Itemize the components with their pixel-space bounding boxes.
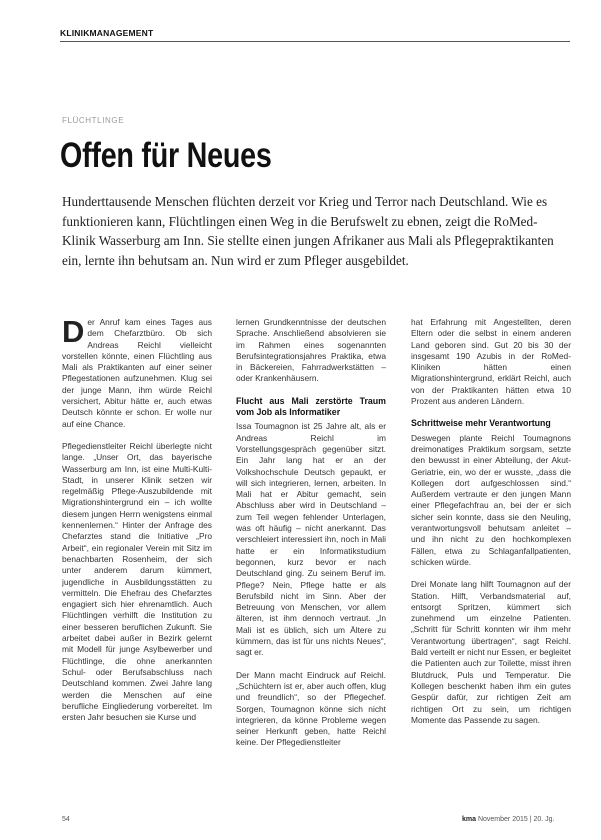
text-column-3 [411, 317, 571, 726]
journal-name: kma [462, 816, 477, 823]
subheading: Schrittweise mehr Verantwortung [411, 418, 551, 429]
paragraph: lernen Grundkenntnisse der deutschen Sprache. Anschließend absolvieren sie im Rahmen eines sogenannten Berufsintegrationsjahres Praktika, etwa in Bäckereien, Fahrradwerkstätten – oder Krankenhäusern. [236, 317, 386, 384]
article-lead: Hunderttausende Menschen flüchten derzeit vor Krieg und Terror nach Deutschland. Wie es funktionieren kann, Flüchtlingen einen Weg in die Berufswelt zu ebnen, zeigt die RoMed-Klinik Wasserburg am Inn. Sie stellte einen jungen Afrikaner aus Mali als Pflegepraktikanten ein, lernte ihn behutsam an. Nun wird er zum Pfleger ausgebildet. [62, 194, 554, 268]
article-kicker: FLÜCHTLINGE [62, 116, 125, 125]
text-column-2 [236, 317, 386, 749]
journal-footer [462, 816, 555, 823]
paragraph: Issa Toumagnon ist 25 Jahre alt, als er Andreas Reichl im Vorstellungsgespräch gegenüber sitzt. Ein Jahr lang hat er an der Volkshochschule Deutsch gepaukt, er will sich integrieren, lernen, arbeiten. In Mali hat er Abitur gemacht, sein Abschluss aber wird in Deutschland – zum Teil wegen fehlender Unterlagen, was oft häufig – nicht anerkannt. Das verschleiert interessiert ihn, noch in Mali hatte er ein Informatikstudium begonnen, kurz bevor er nach Deutschland ging. Zu seinem Beruf im. Pflege? Nein, Pflege hatte er als Berufsbild nicht im Sinn. Aber der Betreuung von Menschen, vor allem älteren, ist ihm dennoch vertraut. „In Mali ist es üblich, sich um Ältere zu kümmern, das ist für uns nichts Neues“, sagt er. [236, 421, 386, 658]
paragraph: Deswegen plante Reichl Toumagnons dreimonatiges Praktikum sorgsam, setzte den bewusst in einer Abteilung, der Akut-Geriatrie, ein, wo der er wusste, „dass die Kollegen dort aufgeschlossen sind.“ Außerdem vertraute er den jungen Mann einer Pflegefachfrau an, bei der er sich sicher sein konnte, dass sie den Neuling, verantwortungsvoll behutsam anleitet – und ihn nicht zu den hochkomplexen Fällen, etwa zu Schlaganfallpatienten, schicken würde. [411, 432, 571, 567]
header-divider [60, 41, 570, 42]
paragraph: Drei Monate lang hilft Toumagnon auf der Station. Hilft, Verbandsmaterial auf, entsorgt Spritzen, kümmert sich zunehmend um einzelne Patienten. „Schritt für Schritt konnten wir ihm mehr Verantwortung übertragen“, sagt Reichl. Bald verteilt er nicht nur Essen, er begleitet die Patienten auch zur Toilette, misst ihren Blutdruck, Puls und Temperatur. Die Kollegen beschenkt haben ihm ein gutes Gespür dafür, zur richtigen Zeit am richtigen Ort zu sein, um richtigen Momente das Passende zu sagen. [411, 579, 571, 725]
drop-cap: D [62, 314, 85, 349]
paragraph [62, 314, 212, 430]
text-column-1 [62, 314, 212, 723]
subheading: Flucht aus Mali zerstörte Traum vom Job als Informatiker [236, 395, 386, 418]
paragraph: Der Mann macht Eindruck auf Reichl. „Schüchtern ist er, aber auch offen, klug und freundlich“, so der Pflegechef. Sorgen, Toumagnon könne sich nicht integrieren, da könne Probleme wegen seiner Herkunft geben, hatte Reichl keine. Der Pflegedienstleiter [236, 669, 386, 748]
paragraph: Pflegedienstleiter Reichl überlegte nicht lange. „Unser Ort, das bayerische Wasserburg am Inn, ist eine Multi-Kulti-Stadt, in unserer Klinik setzen wir regelmäßig Pflege-Auszubildende mit Migrationshintergrund ein – ich wollte diesem jungen Herrn wenigstens einmal kennenlernen.“ Hinter der Anfrage des Chefarztes stand die Initiative „Pro Arbeit“, ein regionaler Verein mit Sitz im benachbarten Rosenheim, der sich unter anderem darum kümmert, jugendliche in Ausbildungsstätten zu vermitteln. Die Ehefrau des Chefarztes engagiert sich hier ehrenamtlich. Auch Flüchtlingen verhilft die Institution zu einer besseren beruflichen Zukunft. Sie arbeitet dabei außer in Bezirk gelernt mit Modell für junge Asylbewerber und Flüchtlinge, die ohne anerkannten Schul- oder Berufsabschluss nach Deutschland kommen. Zwei Jahre lang werden die Menschen auf eine berufliche Eingliederung vorbereitet. Im ersten Jahr besuchen sie Kurse und [62, 440, 212, 723]
page-number: 54 [62, 816, 70, 823]
paragraph-text: er Anruf kam eines Tages aus dem Chefarztbüro. Ob sich Andreas Reichl vielleicht vorstellen könnte, einen Flüchtling aus Mali als Praktikanten auf einer seiner Pflegestationen aufzunehmen. Klug sei der junge Mann, ihm würde Reichl versichert, Abitur hätte er, auch etwas Deutsch könnte er schon. Er wolle nur auf eine Chance. [62, 317, 212, 429]
issue-info: November 2015 | 20. Jg. [477, 816, 555, 823]
paragraph: hat Erfahrung mit Angestellten, deren Eltern oder die selbst in einem anderen Land geboren sind. Gut 20 bis 30 der insgesamt 190 Azubis in der RoMed-Kliniken hätten einen Migrationshintergrund, erklärt Reichl, auch von der Praktikanten hätten etwa 10 Prozent aus anderen Ländern. [411, 317, 571, 407]
section-header: KLINIKMANAGEMENT [60, 28, 154, 38]
article-title: Offen für Neues [60, 136, 272, 175]
